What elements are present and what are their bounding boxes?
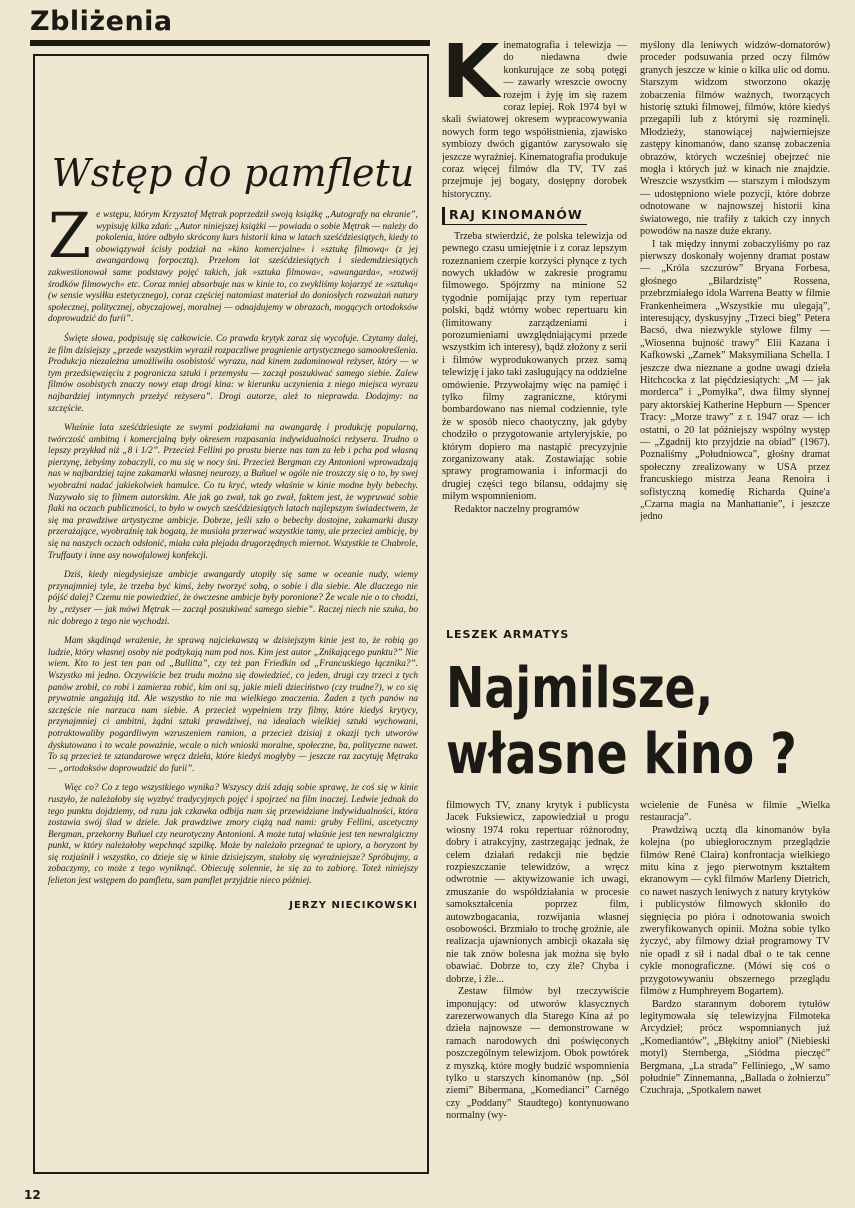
essay-paragraph: Właśnie lata sześćdziesiąte ze swymi podziałami na awangardę i produkcję popularną, twórczość ambitną i komercjalną były okresem rozpasania indywidualności reżysera. Trudno o lepszy przykład niż „8 i 1/2”. Przecież Fellini po prostu bierze nas tam za łeb i pcha pod własną pierzynę, żebyśmy zobaczyli, co mu się w nocy śni. Przecież Bergman czy Antonioni wprowadzają nas w najbardziej tajne zakamarki własnej neurozy, a Buñuel w ogóle nie troszczy się o to, by swej wyobraźni nadać jakiekolwiek hamulce. Co tu kryć, wtedy właśnie w kinie modne były bebechy. Nazywało się to filmem autorskim. Ale jak go zwał, tak go zwał, faktem jest, że wypruwać sobie flaki na oczach publiczności, to było w owych sześćdziesiątych latach najlepszym świadectwem, że się ma prawdziwe artystyczne ambicje. Dobrze, jeśli szło o bebechy dostojne, zakamarki duszy przerażające, wyobraźnię tak bogatą, że musiała przerwać wszystkie tamy, ale przecież ambicję, by się na naszych oczach odsłonić, miała cała plejada drugorzędnych miernot. Wszystkie te Chabrole, Truffauty i inne asy nowofalowej konfekcji.	[48, 423, 418, 561]
section-rule	[30, 40, 430, 46]
article-column-top-right	[640, 40, 830, 640]
essay-dropcap: Z	[48, 210, 92, 272]
article-paragraph: Prawdziwą ucztą dla kinomanów była kolejna (po ubiegłorocznym przeglądzie filmów René Claira) konfrontacja wielkiego mitu kina z jego pierwotnym kształtem ekranowym — cykl filmów Marleny Dietrich, co nawet naszych leniwych z natury krytyków i publicystów filmowych skłoniło do sięgnięcia po pióra i odnotowania swoich zweryfikowanych opinii. Można sobie tylko życzyć, aby filmowy dział programowy TV nie opadł z sił i nadal dbał o te tak cenne cykle monograficzne. (Mówi się coś o przygotowywaniu obszernego przeglądu filmów z Humphreyem Bogartem).	[640, 824, 830, 998]
essay-paragraph: Święte słowa, podpisuję się całkowicie. Co prawda krytyk zaraz się wycofuje. Czytamy dalej, że film dzisiejszy „przede wszystkim wyraził rozpaczliwe pragnienie artystycznego samookreślenia. Produkcja niezależna umożliwiła osobistość wyrazu, nad kinem zadominował reżyser, który — w tym przedsięwzięciu z pogranicza sztuki i przemysłu — zaczął poszukiwać samego siebie. Zalew filmów osobistych znaczy nowy etap drogi kina: w kierunku uczynienia z niego miejsca wyrazu najbardziej intymnych przeżyć reżysera”. Drogi autorze, ależ to nieprawda. Dodajmy: na szczęście.	[48, 333, 418, 414]
article-column-bottom-right	[640, 800, 830, 1200]
article-paragraph: I tak między innymi zobaczyliśmy po raz pierwszy doskonały wojenny dramat postaw — „Króla szczurów” Bryana Forbesa, głośnego „Bilardzistę” Rossena, przebrzmiałego idola Warrena Beatty w filmie Frankenheimera „Wszystkie mu ulegają”, interesujący, dyskusyjny „Trzeci bieg” Petera Bacsó, dwa niezwykle stylowe filmy — „Wiosenna bujność trawy” Elii Kazana i Kafkowski „Zamek” Maksymiliana Schella. I jeszcze dwa nieznane a godne uwagi dzieła Hitchcocka z lat pięćdziesiątych: „M — jak morderca” i „Pomyłka”, dwa filmy słynnej pary aktorskiej Katherine Hepburn — Spencer Tracy: „Morze trawy” z r. 1947 oraz — ich ostatni, o 20 lat późniejszy wspólny występ — „Zgadnij kto przyjdzie na obiad” (1967). Poznaliśmy „Południowca”, głośny dramat społeczny zrealizowany w USA przez francuskiego mistrza Jeana Renoira i sofistyczną komedię Richarda Quine'a „Czarna magia na Manhattanie”, i jeszcze jedno	[640, 238, 830, 523]
essay-body	[48, 210, 418, 1170]
article-headline-line: własne kino ?	[446, 722, 797, 787]
article-dropcap: K	[442, 40, 500, 115]
article-subheading: RAJ KINOMANÓW	[442, 207, 587, 224]
article-paragraph-text: inematografia i telewizja — do niedawna dwie konkurujące ze sobą potęgi — zawarły wreszcie owocny rozejm i żyję im się razem coraz lepiej. Rok 1974 był w skali światowej okresem wypracowywania nowych form tego współistnienia, zjawisko symbiozy dwóch gigantów zarysowało się jeszcze wyraźniej. Kinematografia produkuje coraz więcej filmów dla TV, TV zaś przejmuje jej bogaty, dostępny dorobek historyczny.	[442, 40, 627, 200]
article-paragraph: myślony dla leniwych widzów-domatorów) proceder podsuwania przed oczy filmów granych jeszcze w kinie o kilka ulic od domu. Starszym widzom stworzono okazję zobaczenia filmów ważnych, tworzących historię sztuki filmowej, filmów, które kiedyś przegapili lub z którymi się rozminęli. Młodzieży, stanowiącej najwierniejsze zastępy kinomanów, dano szansę zobaczenia obrazów, których wcześniej obejrzeć nie mogła i których już w kinach nie znajdzie. Wreszcie wszystkim — starszym i młodszym — udostępniono wiele pozycji, które dobrze odnotowane w najnowszej historii kina światowego, nie trafiły z takich czy innych powodów na nasze duże ekrany.	[640, 40, 830, 238]
article-paragraph	[442, 40, 627, 201]
article-paragraph: filmowych TV, znany krytyk i publicysta Jacek Fuksiewicz, zapowiedział u progu wiosny 1974 roku repertuar różnorodny, dobry i atrakcyjny, zastrzegając jednak, że celem działań redakcji nie będzie rozpieszczanie telewidzów, a wręcz odwrotnie — aktywizowanie ich uwagi, zmuszanie do współdziałania w procesie samokształcenia poprzez film, autowzbogacania, rozwijania własnej osobowości. Brzmiało to trochę groźnie, ale realizacja ujawnionych ambicji okazała się nie tak znów bolesna jak można się było obawiać. Dobrze to, czy źle? Chyba i dobrze, i źle...	[446, 800, 629, 985]
essay-paragraph: Mam skądinąd wrażenie, że sprawą najciekawszą w dzisiejszym kinie jest to, że robią go ludzie, który własnej osoby nie podtykają nam pod nos. Kim jest autor „Znikającego punktu?” Nie wiem. Kto to jest ten pan od „Bullitta”, czy też pan Friedkin od „Francuskiego łącznika?”. Wszystko mi jedno. Oczywiście bez trudu można się dowiedzieć, co jeden, drugi czy trzeci z tych panów zrobił, co robi i zamierza robić, kim oni są, jakie mieli dzieciństwo (czy trudne?), w co się prywatnie angażują itd. Ale wszystko to nie ma wielkiego znaczenia. Żaden z tych panów na szczęście nie narzuca nam siebie. A przecież wypełniem trzy filmy, które kiedyś krytycy, przynajmniej ci ambitni, żądni sztuki prawdziwej, na idealach wielkiej sztuki wychowani, potraktowaliby pogardliwym wzruszeniem ramion, a przecież dzisiaj z okazji tych utworów dyskutowano i to wcale poważnie, wcale o nich wnioski moralne, społeczne, ba, polityczne nawet. To są przecież te sztandarowe wręcz dzieła, które kiedyś mogłyby — jeszcze raz zacytuję Mętraka — „ortodoksów doprowadzić do furii”.	[48, 636, 418, 774]
article-paragraph: wcielenie de Funèsa w filmie „Wielka restauracja”.	[640, 800, 830, 824]
section-title: Zbliżenia	[30, 6, 173, 37]
article-paragraph: Zestaw filmów był rzeczywiście imponujący: od utworów klasycznych zarezerwowanych dla Starego Kina aż po dzieła najnowsze — demonstrowane w ramach narodowych dni poświęconych poszczególnym telewizjom. Obok powtórek z myszką, które mogły budzić wspomnienia tylko u starszych kinomanów (np. „Sól ziemi” Bibermana, „Komedianci” Carnégo czy „Poddany” Staudtego) kontynuowano normalny (wy-	[446, 986, 629, 1122]
article-paragraph: Bardzo starannym doborem tytułów legitymowała się telewizyjna Filmoteka Arcydzieł; prócz wspomnianych już „Komediantów”, „Błękitny anioł” (Niebieski motyl) Sternberga, „Siódma pieczęć” Bergmana, „La strada” Felliniego, „W samo południe” Zinnemanna, „Ballada o żołnierzu” Czuchraja, „Spotkalem nawet	[640, 998, 830, 1097]
essay-title: Wstęp do pamfletu	[51, 151, 415, 195]
article-headline-line: Najmilsze,	[446, 656, 714, 721]
article-column-top-middle	[442, 40, 627, 615]
essay-paragraph: Dziś, kiedy niegdysiejsze ambicje awangardy utopiły się same w oceanie nudy, wiemy przynajmniej tyle, że trzeba być kimś, żeby tworzyć sobą, o sobie i dla siebie. Ale dlaczego nie pójść dalej? Czemu nie powiedzieć, że ówczesne ambicje były poronione? Że wcale nie o to chodzi, by „reżyser — jak mówi Mętrak — zaczął poszukiwać samego siebie”. Raczej niech nie szuka, bo nic dobrego z tego nie wychodzi.	[48, 570, 418, 627]
article-column-bottom-middle	[446, 800, 629, 1200]
essay-paragraph	[48, 210, 418, 326]
article-headline	[446, 656, 797, 788]
article-paragraph: Trzeba stwierdzić, że polska telewizja od pewnego czasu umiejętnie i z coraz lepszym rozeznaniem czerpie korzyści płynące z tych nowych układów w zakresie programu filmowego. Spójrzmy na minione 52 tygodnie pomijając przy tym repertuar polski, bądź wtórny wobec repertuaru kin (limitowany zarządzeniami i porozumieniami uwzględniającymi przede wszystkim ich interesy), bądź złożony z serii i filmów wyprodukowanych przez samą telewizję i jako taki zasługujący na oddzielne omówienie. Przywołajmy więc na pamięć i tylko filmy zagraniczne, którymi bombardowano nas niemal codziennie, tyle że w sposób nieco chaotyczny, jak gdyby chodziło o przygotowanie artyleryjskie, po którym dopiero ma nastąpić precyzyjnie zorganizowany atak. Zostawiając sobie sprawy programowania i informacji do drugiej części tego bilansu, oddajmy się miłym wspomnieniom.	[442, 230, 627, 503]
essay-paragraph-text: e wstępu, którym Krzysztof Mętrak poprzedził swoją książkę „Autografy na ekranie”, wypisuję kilka zdań: „Autor niniejszej książki — powiada o sobie Mętrak — należy do pokolenia, które odbyło skrócony kurs historii kina w latach sześćdziesiątych, kiedy to obowiązywał ścisły podział na »kino komercjalne« i »sztukę filmową« (z jej awangardową forpocztą). Przełom lat sześćdziesiątych i siedemdziesiątych zakwestionował same podstawy pojęć takich, jak »sztuka filmowa«, »awangarda«, »rozwój środków filmowych« etc. Coraz mniej absorbuje nas w kinie to, co zwykliśmy kojarzyć ze »sztuką« (w sensie wysiłku estetycznego), coraz częściej natomiast materiał do doniosłych rozważań natury społecznej, politycznej, obyczajowej, moralnej — odnajdujemy w obrazach, mogących ortodoksów doprowadzić do furii”.	[48, 210, 418, 325]
article-paragraph: Redaktor naczelny programów	[454, 503, 580, 515]
page-number: 12	[24, 1188, 41, 1202]
essay-byline: JERZY NIECIKOWSKI	[289, 899, 418, 911]
essay-paragraph: Więc co? Co z tego wszystkiego wynika? Wszyscy dziś zdają sobie sprawę, że coś się w kinie ruszyło, że należałoby się wyzbyć tradycyjnych pojęć i spojrzeć na film inaczej. Ledwie jednak do tego punktu dojdziemy, od razu jak czkawka odbija nam się przewidziane indywidualności, która zostawia swój ślad w dziele. Jak prawdziwe zmory ciążą nad nami: gruby Fellini, ascetyczny Bergman, przekorny Buñuel czy neurotyczny Antonioni. A może tutaj właśnie jest ten newralgiczny punkt, w który należałoby wepchnąć szpilkę. Może by należało przegnać te upiory, a horyzont by się rozjaśnił i wszystko, co dzieje się w kinie dzisiejszym, stałoby się wyraźniejsze? Spróbujmy, a zobaczymy, co może z tego wyniknąć. Obiecuję solennie, że się za to zabiorę. Toteż niniejszy felieton jest wstępem do pamfletu, sam pamflet przyjdzie nieco później.	[48, 783, 418, 887]
article-author: LESZEK ARMATYS	[446, 628, 570, 641]
